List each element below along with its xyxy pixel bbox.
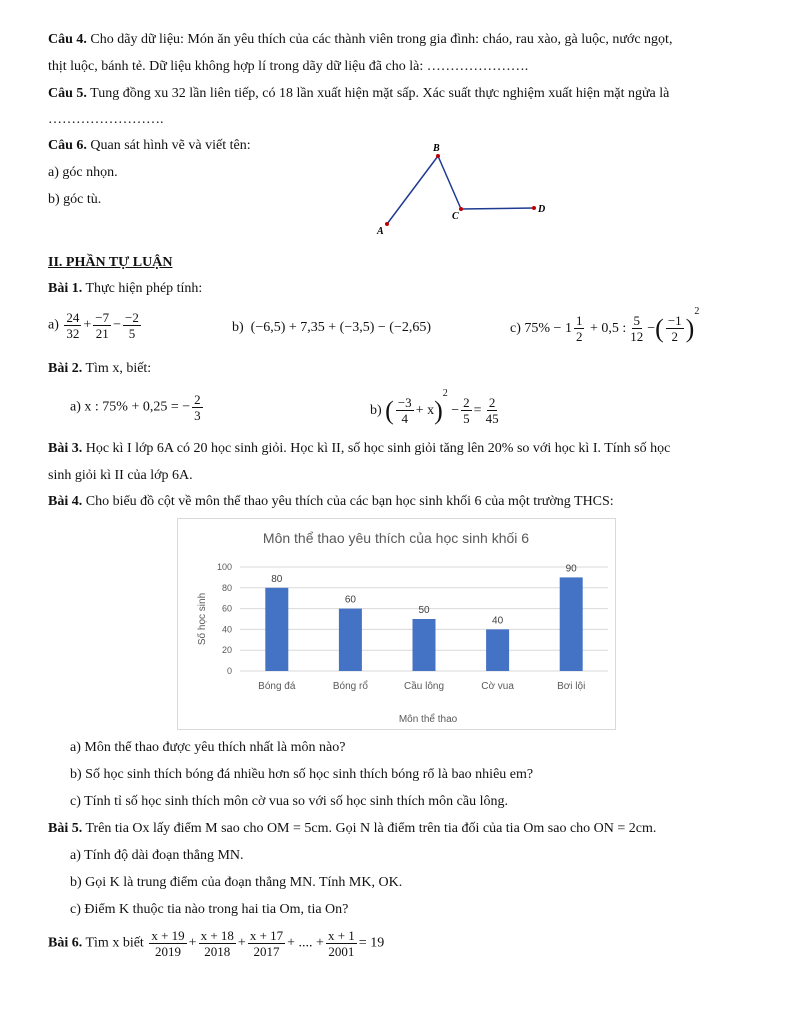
q4-label: Câu 4.: [48, 32, 87, 47]
bar: [265, 588, 288, 671]
frac-num: x + 18: [200, 928, 234, 943]
bai5-a: a) Tính độ dài đoạn thẳng MN.: [70, 848, 244, 863]
label-a: A: [377, 226, 384, 237]
data-label: 50: [418, 605, 430, 616]
bai2-line: [48, 361, 151, 377]
frac-den: 3: [194, 408, 201, 423]
bai2-text: Tìm x, biết:: [85, 361, 152, 376]
bai6-line: [48, 928, 384, 959]
angle-figure: [370, 138, 560, 238]
frac-den: 2001: [328, 944, 355, 959]
point-c: [459, 207, 463, 211]
label-b: B: [433, 143, 440, 154]
operator: + .... +: [287, 935, 324, 951]
frac-den: 5: [463, 411, 470, 427]
y-tick-label: 80: [221, 582, 232, 593]
category-label: Cầu lông: [403, 681, 445, 692]
fraction: [93, 310, 111, 341]
frac-num: x + 1: [327, 928, 355, 943]
operator: +: [237, 935, 246, 951]
operator: −: [451, 403, 460, 418]
point-d: [532, 206, 536, 210]
bai1-c-mid: + 0,5 :: [589, 321, 627, 336]
bai5-b: b) Gọi K là trung điểm của đoạn thẳng MN. Tính MK, OK.: [70, 875, 403, 890]
fraction: [248, 928, 285, 959]
paren: (: [655, 313, 664, 343]
bai1-line: [48, 281, 202, 297]
chart-title: Môn thể thao yêu thích của học sinh khối 6: [262, 530, 530, 546]
fraction: [396, 395, 414, 426]
operator: = 19: [358, 935, 385, 951]
frac-den: 5: [128, 326, 136, 341]
bai4-label: Bài 4.: [48, 494, 83, 509]
fraction: [123, 310, 141, 341]
bai5-c: c) Điểm K thuộc tia nào trong hai tia Om, tia On?: [70, 902, 349, 917]
bai3-text-1: Học kì I lớp 6A có 20 học sinh giỏi. Học kì II, số học sinh giỏi tăng lên 20% so với học kì I. Tính số học: [85, 441, 671, 456]
q6-line: [48, 138, 251, 154]
bai4-qa: a) Môn thể thao được yêu thích nhất là môn nào?: [70, 740, 346, 755]
fraction: [628, 313, 645, 344]
chart-xlabel: Môn thể thao: [398, 714, 458, 725]
fraction: [199, 928, 236, 959]
frac-den: 2017: [253, 944, 280, 959]
frac-den: 12: [630, 329, 644, 345]
bai4-text: Cho biểu đồ cột về môn thể thao yêu thích của các bạn học sinh khối 6 của một trường THCS:: [85, 494, 614, 509]
bai5-line: [48, 821, 656, 837]
frac-num: x + 19: [151, 928, 185, 943]
bai2-a-pre: x : 75% + 0,25 = −: [84, 399, 191, 415]
frac-den: 2: [671, 329, 678, 345]
frac-num: 24: [66, 310, 80, 325]
bai2-label: Bài 2.: [48, 361, 83, 376]
section-title: II. PHẦN TỰ LUẬN: [48, 255, 173, 270]
frac-den: 2: [575, 329, 583, 345]
q6-b: b) góc tù.: [48, 192, 102, 207]
q5-text-1: Tung đồng xu 32 lần liên tiếp, có 18 lần xuất hiện mặt sấp. Xác suất thực nghiệm xuất hiện mặt ngửa là: [90, 86, 670, 101]
fraction: [149, 928, 186, 959]
bai2-a-label: a): [70, 399, 81, 415]
chart-svg: [178, 519, 615, 729]
fraction: [192, 392, 203, 423]
frac-num: 2: [194, 392, 201, 407]
label-c: C: [452, 211, 459, 222]
frac-num: −1: [667, 313, 682, 329]
bai1-b-label: b): [232, 320, 244, 335]
point-a: [385, 222, 389, 226]
bai1-c-pre: 75% − 1: [524, 321, 572, 336]
q6-label: Câu 6.: [48, 138, 87, 153]
bai5-text: Trên tia Ox lấy điểm M sao cho OM = 5cm. Gọi N là điểm trên tia đối của tia Om sao cho ON = 2cm.: [85, 821, 657, 836]
bar: [413, 619, 436, 671]
paren: ): [434, 395, 443, 425]
q4-text-2: thịt luộc, bánh tẻ. Dữ liệu không hợp lí trong dãy dữ liệu đã cho là: ………………….: [48, 59, 529, 74]
bai2-b-label: b): [370, 403, 382, 418]
operator: −: [647, 321, 656, 336]
operator: −: [113, 317, 122, 333]
q6-a: a) góc nhọn.: [48, 165, 118, 180]
bai4-qc: c) Tính tỉ số học sinh thích môn cờ vua so với số học sinh thích môn cầu lông.: [70, 794, 508, 809]
q4-text-1: Cho dãy dữ liệu: Món ăn yêu thích của các thành viên trong gia đình: cháo, rau xào, gà luộc, nước ngọt,: [90, 32, 673, 47]
frac-den: 4: [401, 411, 409, 427]
q5-line1: [48, 86, 669, 102]
fraction: [574, 313, 585, 344]
category-label: Bóng rổ: [332, 681, 368, 692]
bai5-label: Bài 5.: [48, 821, 83, 836]
q5-label: Câu 5.: [48, 86, 87, 101]
bai2-b-plusx: + x: [415, 403, 435, 418]
bai3-label: Bài 3.: [48, 441, 83, 456]
frac-den: 21: [95, 326, 109, 341]
paren: ): [685, 313, 695, 343]
category-label: Bơi lội: [557, 681, 586, 692]
bai2-a: [70, 392, 205, 423]
point-b: [436, 154, 440, 158]
bai6-label: Bài 6.: [48, 935, 83, 951]
data-label: 40: [492, 615, 504, 627]
bai1-a-label: a): [48, 317, 59, 333]
bar-chart: [177, 518, 616, 730]
bai3-line1: [48, 441, 670, 457]
q5-text-2: …………………….: [48, 112, 164, 127]
bai1-b: [232, 320, 431, 336]
fraction: [666, 313, 684, 344]
frac-den: 45: [485, 411, 499, 427]
operator: +: [188, 935, 197, 951]
bai3-text-2: sinh giỏi kì II của lớp 6A.: [48, 468, 193, 483]
bai1-b-expr: (−6,5) + 7,35 + (−3,5) − (−2,65): [250, 320, 432, 335]
exponent: 2: [442, 388, 448, 399]
segment-ab: [387, 156, 438, 224]
frac-num: x + 17: [249, 928, 284, 943]
paren: (: [385, 395, 394, 425]
y-tick-label: 100: [216, 562, 232, 572]
fraction: [64, 310, 81, 341]
fraction: [461, 395, 472, 426]
q4-line1: [48, 32, 672, 48]
frac-den: 2019: [154, 944, 181, 959]
bar: [560, 577, 583, 671]
frac-den: 32: [66, 326, 80, 341]
frac-num: 5: [633, 313, 640, 329]
exponent: 2: [694, 306, 700, 317]
bai4-qb: b) Số học sinh thích bóng đá nhiều hơn số học sinh thích bóng rổ là bao nhiêu em?: [70, 767, 534, 782]
operator: +: [83, 317, 92, 333]
bai2-b: [370, 388, 503, 426]
frac-num: 2: [488, 395, 496, 411]
bai6-text: Tìm x biết: [85, 935, 144, 951]
data-label: 80: [271, 573, 283, 585]
data-label: 90: [565, 563, 577, 575]
data-label: 60: [344, 594, 356, 606]
bai1-label: Bài 1.: [48, 281, 83, 296]
y-tick-label: 0: [226, 666, 232, 676]
frac-num: −7: [95, 310, 110, 325]
fraction: [326, 928, 357, 959]
bai1-text: Thực hiện phép tính:: [85, 281, 203, 296]
category-label: Cờ vua: [481, 681, 514, 692]
bai1-c-label: c): [510, 321, 521, 336]
category-label: Bóng đá: [258, 681, 296, 692]
bar: [339, 609, 362, 671]
frac-num: −3: [397, 395, 412, 411]
segment-cd: [461, 208, 534, 209]
y-tick-label: 20: [221, 645, 232, 656]
y-tick-label: 40: [221, 624, 232, 635]
bai1-a: [48, 310, 143, 341]
frac-num: −2: [125, 310, 139, 325]
frac-num: 2: [463, 395, 470, 411]
y-tick-label: 60: [221, 603, 232, 614]
q6-text: Quan sát hình vẽ và viết tên:: [90, 138, 251, 153]
bar: [486, 629, 509, 671]
bai1-c: [510, 306, 699, 344]
label-d: D: [538, 204, 546, 215]
frac-num: 1: [575, 313, 583, 329]
chart-ylabel: Số học sinh: [197, 592, 208, 646]
frac-den: 2018: [204, 944, 231, 959]
operator: =: [473, 403, 482, 418]
bai4-line: [48, 494, 614, 510]
fraction: [484, 395, 501, 426]
segment-bc: [438, 156, 461, 209]
